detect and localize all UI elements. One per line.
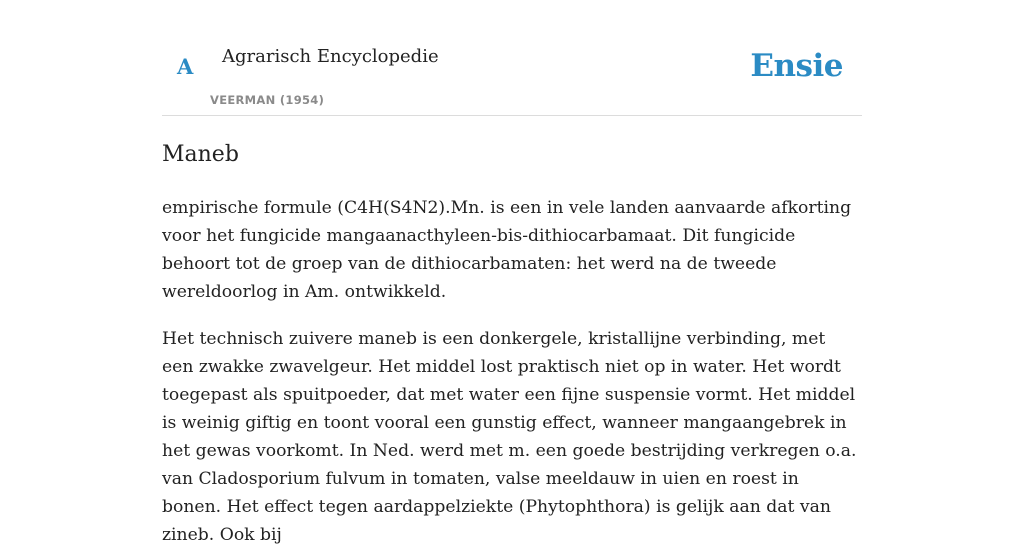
article-title: Maneb bbox=[162, 142, 239, 167]
encyclopedia-author-year: VEERMAN (1954) bbox=[210, 93, 325, 107]
index-letter[interactable]: A bbox=[177, 54, 194, 79]
encyclopedia-title[interactable]: Agrarisch Encyclopedie bbox=[222, 46, 439, 67]
page bbox=[162, 0, 862, 549]
ensie-logo-link[interactable]: Ensie bbox=[750, 48, 843, 84]
article-paragraph: Het technisch zuivere maneb is een donkergele, kristallijne verbinding, met een zwakke zwavelgeur. Het middel lost praktisch niet op in water. Het wordt toegepast als spuitpoeder, dat met water een fijne suspensie vormt. Het middel is weinig giftig en toont vooral een gunstig effect, wanneer mangaangebrek in het gewas voorkomt. In Ned. werd met m. een goede bestrijding verkregen o.a. van Cladosporium fulvum in tomaten, valse meeldauw in uien en roest in bonen. Het effect tegen aardappelziekte (Phytophthora) is gelijk aan dat van zineb. Ook bij bbox=[162, 329, 857, 545]
article-paragraph: empirische formule (C4H(S4N2).Mn. is een in vele landen aanvaarde afkorting voor het fungicide mangaanacthyleen-bis-dithiocarbamaat. Dit fungicide behoort tot de groep van de dithiocarbamaten: het werd na de tweede wereldoorlog in Am. ontwikkeld. bbox=[162, 198, 852, 302]
article-body bbox=[162, 194, 862, 549]
header bbox=[162, 0, 862, 116]
